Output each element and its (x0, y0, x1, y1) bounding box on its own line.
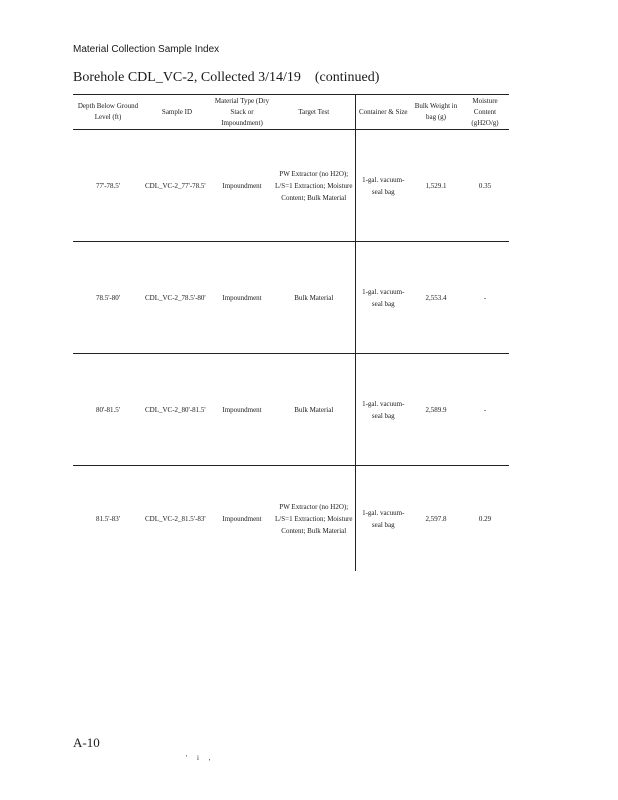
table-row (73, 466, 509, 572)
cell-container: 1-gal. vacuum-seal bag (355, 354, 411, 466)
cell-material: Impoundment (211, 354, 273, 466)
cell-moisture: 0.29 (478, 514, 492, 523)
col-header-material-type: Material Type (Dry Stack or Impoundment) (211, 95, 273, 130)
sample-index-table (73, 94, 509, 571)
col-header-target-test: Target Test (273, 95, 355, 130)
cell-sample-id: CDL_VC-2_77'-78.5' (143, 130, 211, 242)
table-header-row (73, 95, 509, 130)
cell-target-test: Bulk Material (273, 354, 355, 466)
page-number: A-10 (73, 735, 100, 750)
col-header-bulk-weight: Bulk Weight in bag (g) (411, 95, 461, 130)
cell-depth: 81.5'-83' (95, 514, 121, 523)
cell-target-test: PW Extractor (no H2O); L/S=1 Extraction; Moisture Content; Bulk Material (273, 466, 355, 572)
cell-material: Impoundment (211, 130, 273, 242)
cell-moisture: 0.35 (461, 130, 509, 242)
cell-weight: 1,529.1 (411, 130, 461, 242)
cell-moisture: - (461, 354, 509, 466)
cell-sample-id: CDL_VC-2_78.5'-80' (143, 242, 211, 354)
table-row (73, 242, 509, 354)
cell-target-test: Bulk Material (273, 242, 355, 354)
col-header-depth: Depth Below Ground Level (ft) (73, 95, 143, 130)
cell-sample-id: CDL_VC-2_80'-81.5' (143, 354, 211, 466)
cell-target-test: PW Extractor (no H2O); L/S=1 Extraction; Moisture Content; Bulk Material (273, 130, 355, 242)
footer-marks: ' i , (186, 754, 215, 762)
cell-sample-id: CDL_VC-2_81.5'-83' (145, 514, 206, 523)
cell-material: Impoundment (222, 514, 262, 523)
cell-weight: 2,597.8 (425, 514, 447, 523)
table-row (73, 354, 509, 466)
cell-depth: 80'-81.5' (73, 354, 143, 466)
col-header-container: Container & Size (355, 95, 411, 130)
col-header-sample-id: Sample ID (143, 95, 211, 130)
cell-material: Impoundment (211, 242, 273, 354)
document-header: Material Collection Sample Index (73, 44, 220, 55)
section-title (73, 70, 379, 86)
table-row (73, 130, 509, 242)
col-header-moisture: Moisture Content (gH2O/g) (461, 95, 509, 130)
cell-depth: 78.5'-80' (73, 242, 143, 354)
cell-container: 1-gal. vacuum-seal bag (362, 508, 405, 529)
cell-depth: 77'-78.5' (73, 130, 143, 242)
cell-moisture: - (461, 242, 509, 354)
title-main: Borehole CDL_VC-2, Collected 3/14/19 (73, 70, 301, 85)
cell-container: 1-gal. vacuum-seal bag (355, 130, 411, 242)
cell-weight: 2,589.9 (411, 354, 461, 466)
cell-container: 1-gal. vacuum-seal bag (355, 242, 411, 354)
cell-weight: 2,553.4 (411, 242, 461, 354)
title-continued: (continued) (314, 70, 380, 85)
